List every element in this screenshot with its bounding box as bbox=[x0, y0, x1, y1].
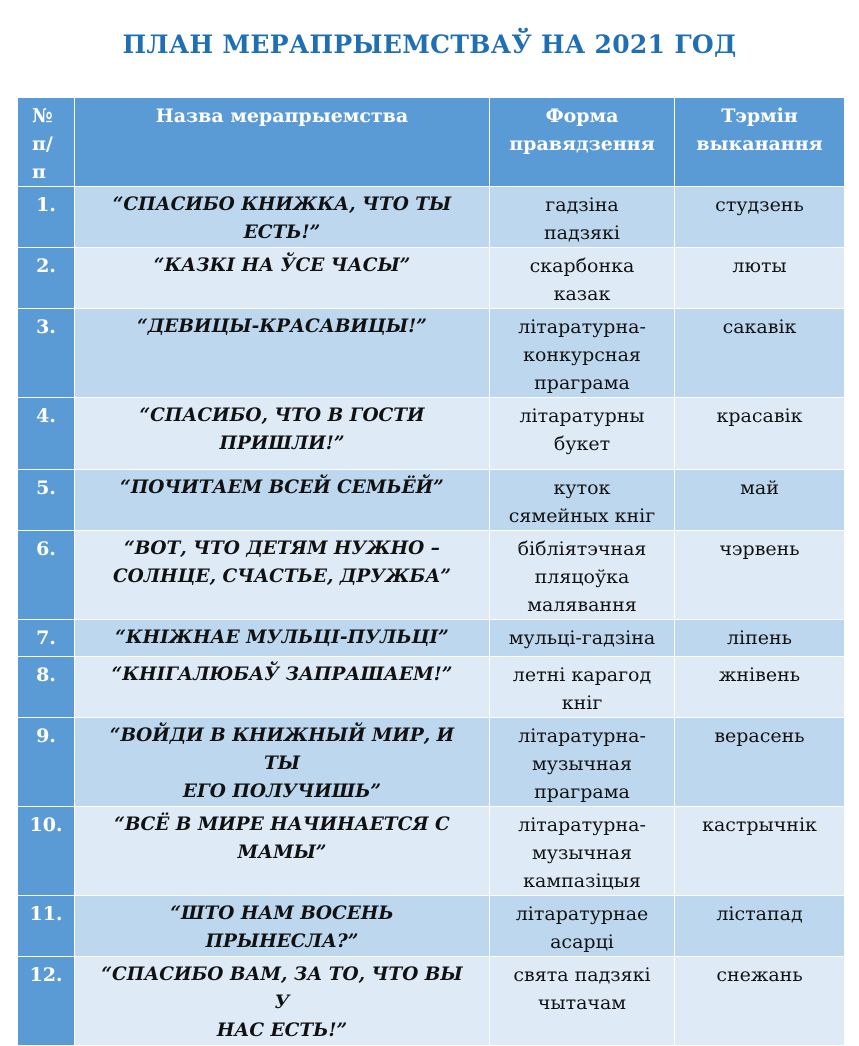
event-term-cell bbox=[675, 187, 845, 248]
event-form-cell bbox=[490, 896, 675, 957]
event-term: красавік bbox=[716, 405, 803, 427]
row-number-cell bbox=[18, 248, 75, 309]
row-number-cell bbox=[18, 398, 75, 470]
event-form: свята падзякі чытачам bbox=[513, 964, 651, 1014]
event-name-cell bbox=[75, 807, 490, 896]
event-term-cell bbox=[675, 657, 845, 718]
event-form: гадзіна падзякі bbox=[544, 194, 620, 244]
event-term-cell bbox=[675, 398, 845, 470]
event-form: літаратурнае асарці bbox=[515, 903, 649, 953]
event-form-cell bbox=[490, 807, 675, 896]
row-number: 8. bbox=[36, 664, 56, 686]
row-number: 6. bbox=[36, 538, 56, 560]
event-name-cell bbox=[75, 957, 490, 1046]
table-row bbox=[18, 718, 845, 807]
table-row bbox=[18, 807, 845, 896]
event-term: люты bbox=[732, 255, 787, 277]
header-event-name-text: Назва мерапрыемства bbox=[155, 105, 409, 127]
row-number-cell bbox=[18, 470, 75, 531]
header-number-text: № п/ п bbox=[32, 105, 53, 183]
event-term: чэрвень bbox=[719, 538, 800, 560]
event-form-cell bbox=[490, 470, 675, 531]
event-name-cell bbox=[75, 531, 490, 620]
event-name: “ШТО НАМ ВОСЕНЬ ПРЫНЕСЛА?” bbox=[170, 903, 394, 952]
table-header-row bbox=[18, 98, 845, 187]
event-form-cell bbox=[490, 718, 675, 807]
row-number: 7. bbox=[36, 627, 56, 649]
header-term bbox=[675, 98, 845, 187]
event-form: летні карагод кніг bbox=[512, 664, 652, 714]
event-name: “СПАСИБО ВАМ, ЗА ТО, ЧТО ВЫ У НАС ЕСТЬ!” bbox=[101, 964, 463, 1041]
event-form-cell bbox=[490, 957, 675, 1046]
event-name-cell bbox=[75, 248, 490, 309]
event-name-cell bbox=[75, 187, 490, 248]
row-number-cell bbox=[18, 531, 75, 620]
event-term: лістапад bbox=[716, 903, 803, 925]
event-form: бібліятэчная пляцоўка малявання bbox=[517, 538, 647, 616]
row-number-cell bbox=[18, 187, 75, 248]
event-name: “ВОТ, ЧТО ДЕТЯМ НУЖНО – СОЛНЦЕ, СЧАСТЬЕ, ДРУЖБА” bbox=[112, 538, 452, 587]
event-form-cell bbox=[490, 620, 675, 657]
event-name: “КНІЖНАЕ МУЛЬЦІ-ПУЛЬЦІ” bbox=[115, 627, 449, 648]
table-row bbox=[18, 957, 845, 1046]
event-form: куток сямейных кніг bbox=[508, 477, 656, 527]
event-name: “ДЕВИЦЫ-КРАСАВИЦЫ!” bbox=[137, 316, 427, 337]
table-row bbox=[18, 470, 845, 531]
event-term-cell bbox=[675, 807, 845, 896]
event-term-cell bbox=[675, 896, 845, 957]
table-row bbox=[18, 309, 845, 398]
event-name: “ПОЧИТАЕМ ВСЕЙ СЕМЬЁЙ” bbox=[120, 477, 444, 498]
event-term: кастрычнік bbox=[702, 814, 817, 836]
event-term-cell bbox=[675, 248, 845, 309]
row-number: 5. bbox=[36, 477, 56, 499]
table-row bbox=[18, 531, 845, 620]
table-row bbox=[18, 187, 845, 248]
row-number-cell bbox=[18, 657, 75, 718]
event-form: літаратурна- конкурсная праграма bbox=[518, 316, 646, 394]
event-term: верасень bbox=[714, 725, 805, 747]
row-number-cell bbox=[18, 957, 75, 1046]
row-number: 9. bbox=[36, 725, 56, 747]
event-term-cell bbox=[675, 531, 845, 620]
event-form: мульці-гадзіна bbox=[508, 627, 656, 649]
event-name: “КАЗКІ НА ЎСЕ ЧАСЫ” bbox=[153, 255, 411, 276]
event-name-cell bbox=[75, 470, 490, 531]
event-form: літаратурны букет bbox=[519, 405, 645, 455]
event-term-cell bbox=[675, 957, 845, 1046]
event-form-cell bbox=[490, 248, 675, 309]
event-name: “КНІГАЛЮБАЎ ЗАПРАШАЕМ!” bbox=[111, 664, 453, 685]
header-event-name bbox=[75, 98, 490, 187]
table-row bbox=[18, 896, 845, 957]
event-name-cell bbox=[75, 657, 490, 718]
event-form: літаратурна- музычная праграма bbox=[518, 725, 646, 803]
event-term: снежань bbox=[716, 964, 803, 986]
event-name: “СПАСИБО КНИЖКА, ЧТО ТЫ ЕСТЬ!” bbox=[112, 194, 452, 243]
events-table bbox=[17, 97, 845, 1046]
row-number: 2. bbox=[36, 255, 56, 277]
event-name: “СПАСИБО, ЧТО В ГОСТИ ПРИШЛИ!” bbox=[139, 405, 425, 454]
event-term-cell bbox=[675, 620, 845, 657]
event-name: “ВОЙДИ В КНИЖНЫЙ МИР, И ТЫ ЕГО ПОЛУЧИШЬ” bbox=[109, 725, 455, 802]
row-number-cell bbox=[18, 309, 75, 398]
event-name: “ВСЁ В МИРЕ НАЧИНАЕТСЯ С МАМЫ” bbox=[114, 814, 450, 863]
row-number: 10. bbox=[29, 814, 63, 836]
row-number: 1. bbox=[36, 194, 56, 216]
row-number-cell bbox=[18, 807, 75, 896]
table-row bbox=[18, 248, 845, 309]
event-form: літаратурна- музычная кампазіцыя bbox=[518, 814, 646, 892]
event-form-cell bbox=[490, 398, 675, 470]
row-number: 11. bbox=[29, 903, 63, 925]
event-term: жнівень bbox=[718, 664, 801, 686]
event-name-cell bbox=[75, 718, 490, 807]
row-number-cell bbox=[18, 620, 75, 657]
event-term: май bbox=[740, 477, 779, 499]
event-form-cell bbox=[490, 309, 675, 398]
row-number: 3. bbox=[36, 316, 56, 338]
header-number bbox=[18, 98, 75, 187]
row-number-cell bbox=[18, 896, 75, 957]
table-row bbox=[18, 620, 845, 657]
header-form-text: Форма правядзення bbox=[509, 105, 655, 155]
event-term: ліпень bbox=[726, 627, 793, 649]
row-number: 12. bbox=[29, 964, 63, 986]
page-title: ПЛАН МЕРАПРЫЕМСТВАЎ НА 2021 ГОД bbox=[122, 30, 737, 59]
table-row bbox=[18, 657, 845, 718]
event-term-cell bbox=[675, 309, 845, 398]
table-row bbox=[18, 398, 845, 470]
event-form: скарбонка казак bbox=[529, 255, 635, 305]
event-term: студзень bbox=[715, 194, 804, 216]
row-number: 4. bbox=[36, 405, 56, 427]
header-term-text: Тэрмін выканання bbox=[696, 105, 823, 155]
event-name-cell bbox=[75, 620, 490, 657]
event-name-cell bbox=[75, 896, 490, 957]
event-form-cell bbox=[490, 657, 675, 718]
event-name-cell bbox=[75, 398, 490, 470]
event-form-cell bbox=[490, 531, 675, 620]
event-term-cell bbox=[675, 470, 845, 531]
event-term-cell bbox=[675, 718, 845, 807]
event-term: сакавік bbox=[722, 316, 797, 338]
row-number-cell bbox=[18, 718, 75, 807]
event-form-cell bbox=[490, 187, 675, 248]
header-form bbox=[490, 98, 675, 187]
event-name-cell bbox=[75, 309, 490, 398]
